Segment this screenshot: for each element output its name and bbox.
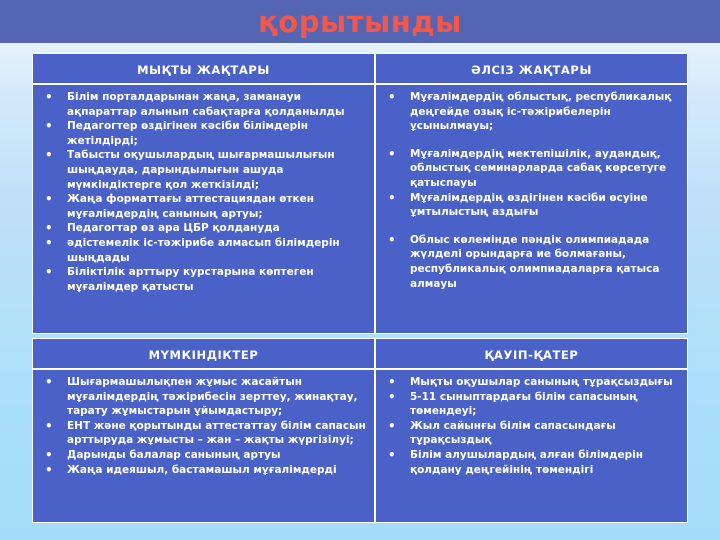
threats-list [376, 370, 687, 482]
list-item: • Дарынды балалар санының артуы [41, 448, 368, 463]
list-item: • Мықты оқушылар санының тұрақсыздығы [384, 375, 681, 390]
list-item: • Жаңа форматтағы аттестациядан өткен мұғалімдердің санының артуы; [41, 192, 368, 221]
swot-table [32, 53, 688, 523]
header-label-strengths: МЫҚТЫ ЖАҚТАРЫ [137, 63, 270, 77]
header-cell-strengths [32, 53, 375, 84]
header-label-weaknesses: ӘЛСІЗ ЖАҚТАРЫ [470, 63, 592, 77]
cell-strengths [32, 84, 375, 334]
table-body-row-bottom [32, 369, 688, 523]
header-cell-threats [375, 338, 688, 369]
cell-threats [375, 369, 688, 523]
header-cell-opportunities [32, 338, 375, 369]
list-item: • Жаңа идеяшыл, бастамашыл мұғалімдерді [41, 463, 368, 478]
list-item: • Жыл сайынғы білім сапасындағы тұрақсыздық [384, 419, 681, 448]
list-item: • Біліктілік арттыру курстарына көптеген мұғалімдер қатысты [41, 265, 368, 294]
strengths-list [33, 85, 374, 299]
list-item: • 5-11 сыныптардағы білім сапасының төмендеуі; [384, 390, 681, 419]
list-item: • әдістемелік іс-тәжірибе алмасып білімдерін шыңдады [41, 236, 368, 265]
table-body-row-top [32, 84, 688, 334]
list-item: • Облыс көлемінде пәндік олимпиадада жүлделі орындарға ие болмағаны, республикалық олимпиадаларға қатыса алмауы [384, 233, 681, 291]
opportunities-list [33, 370, 374, 482]
table-header-row-bottom [32, 338, 688, 369]
list-item: • Мұғалімдердің мектепішілік, аудандық, облыстық семинарларда сабақ көрсетуге қатыспауы [384, 147, 681, 191]
page-title: қорытынды [258, 5, 462, 39]
table-header-row-top [32, 53, 688, 84]
title-band [0, 0, 720, 43]
list-item: • Мұғалімдердің өздігінен кәсіби өсуіне ұмтылыстың аздығы [384, 191, 681, 220]
list-item: • Білім алушылардың алған білімдерін қолдану деңгейінің төмендігі [384, 448, 681, 477]
weaknesses-list [376, 85, 687, 296]
list-item: • ЕНТ және қорытынды аттестаттау білім сапасын арттыруда жұмысты – жан – жақты жүргізілуі; [41, 419, 368, 448]
list-item: • Педагогтер өздігінен кәсіби білімдерін жетілдірді; [41, 119, 368, 148]
header-cell-weaknesses [375, 53, 688, 84]
list-item: • Мұғалімдердің облыстық, республикалық деңгейде озық іс-тәжірибелерін ұсынылмауы; [384, 90, 681, 134]
list-item: • Табысты оқушылардың шығармашылығын шыңдауда, дарындылығын ашуда мүмкіндіктерге қол жеткізілді; [41, 148, 368, 192]
cell-opportunities [32, 369, 375, 523]
header-label-threats: ҚАУІП-ҚАТЕР [484, 348, 579, 362]
list-item: • Білім порталдарынан жаңа, заманауи ақпараттар алынып сабақтарға қолданылды [41, 90, 368, 119]
cell-weaknesses [375, 84, 688, 334]
list-item: • Шығармашылықпен жұмыс жасайтын мұғалімдердің тәжірибесін зерттеу, жинақтау, тарату жұмыстарын ұйымдастыру; [41, 375, 368, 419]
header-label-opportunities: МҮМКІНДІКТЕР [148, 348, 259, 362]
list-item: • Педагогтар өз ара ЦБР қолдануда [41, 221, 368, 236]
